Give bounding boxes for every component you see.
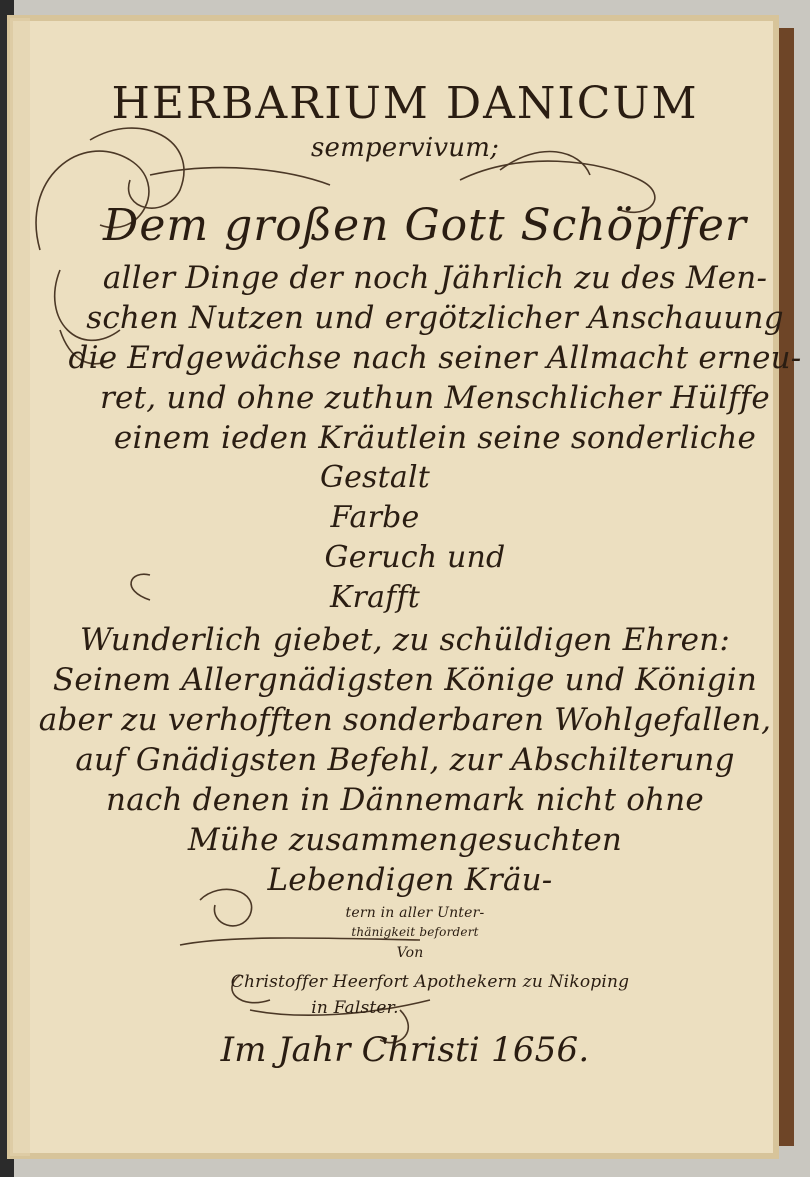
text-line: ret, und ohne zuthun Menschlicher Hülffe <box>100 380 770 416</box>
text-line: Mühe zusammengesuchten <box>187 822 623 858</box>
text-line: Lebendigen Kräu- <box>267 862 553 898</box>
text-line: Farbe <box>330 500 420 535</box>
text-line: Von <box>396 945 424 961</box>
text-line: einem ieden Kräutlein seine sonderliche <box>113 420 757 456</box>
text-line: Dem großen Gott Schöpffer <box>103 200 747 251</box>
title-line: HERBARIUM DANICUM <box>111 78 699 129</box>
text-line: die Erdgewächse nach seiner Allmacht erneu- <box>68 340 802 376</box>
text-line: sempervivum; <box>310 133 500 163</box>
text-line: thänigkeit befordert <box>351 925 479 939</box>
text-line: Krafft <box>329 580 421 615</box>
text-line: tern in aller Unter- <box>345 905 485 921</box>
text-line: in Falster. <box>311 998 399 1018</box>
author-line: Christoffer Heerfort Apothekern zu Nikoping <box>230 972 630 992</box>
text-line: Gestalt <box>319 460 431 495</box>
text-line: aller Dinge der noch Jährlich zu des Men- <box>102 260 768 296</box>
text-line: Wunderlich giebet, zu schüldigen Ehren: <box>79 622 731 658</box>
text-line: aber zu verhofften sonderbaren Wohlgefallen, <box>38 702 772 738</box>
text-line: schen Nutzen und ergötzlicher Anschauung <box>86 300 784 336</box>
text-line: Geruch und <box>324 540 506 575</box>
text-line: Seinem Allergnädigsten Könige und Königin <box>52 662 758 698</box>
text-line: nach denen in Dännemark nicht ohne <box>106 782 704 818</box>
text-line: auf Gnädigsten Befehl, zur Abschilterung <box>75 742 735 778</box>
date-line: Im Jahr Christi 1656. <box>220 1030 590 1070</box>
